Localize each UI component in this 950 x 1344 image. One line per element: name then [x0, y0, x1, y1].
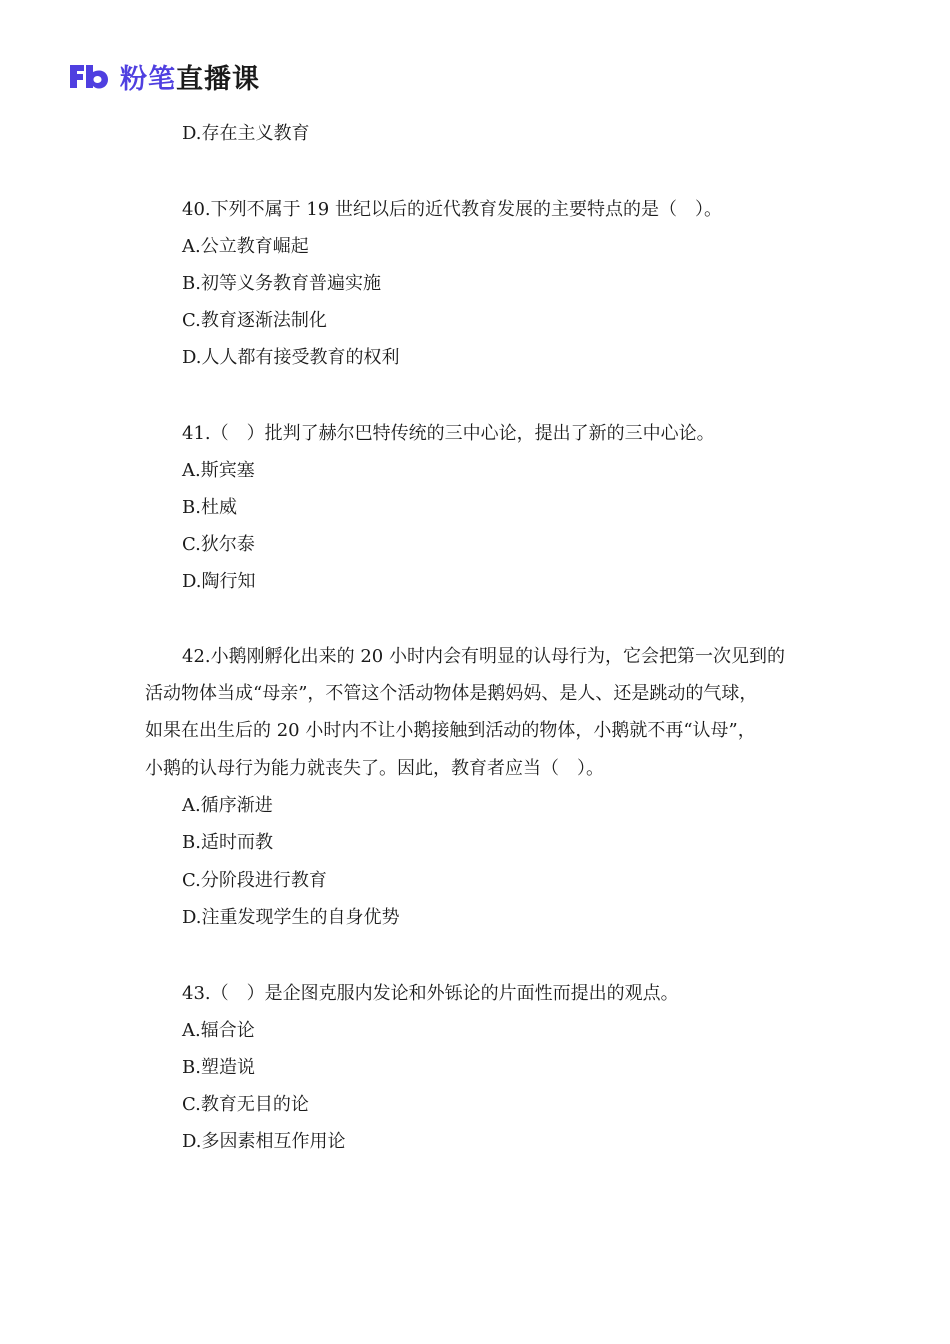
q42-option-b: B.适时而教: [182, 832, 273, 853]
q42-option-c: C.分阶段进行教育: [182, 870, 327, 891]
q42-stem-line-3: 如果在出生后的 20 小时内不让小鹅接触到活动的物体，小鹅就不再“认母”，: [145, 720, 756, 741]
q40-option-d: D.人人都有接受教育的权利: [182, 347, 400, 368]
q40-option-c: C.教育逐渐法制化: [182, 310, 327, 331]
q41-option-a: A.斯宾塞: [182, 460, 255, 481]
header-logo: [68, 58, 260, 94]
q41-option-c: C.狄尔泰: [182, 534, 255, 555]
q41-option-d: D.陶行知: [182, 571, 256, 592]
q42-option-d: D.注重发现学生的自身优势: [182, 907, 400, 928]
q40-option-a: A.公立教育崛起: [182, 236, 309, 257]
q43-option-d: D.多因素相互作用论: [182, 1131, 346, 1152]
q40-option-b: B.初等义务教育普遍实施: [182, 273, 381, 294]
q42-stem-line-1: 42.小鹅刚孵化出来的 20 小时内会有明显的认母行为，它会把第一次见到的: [182, 646, 785, 667]
logo-brand: 粉笔: [120, 63, 176, 95]
q43-option-c: C.教育无目的论: [182, 1094, 309, 1115]
q42-stem-line-2: 活动物体当成“母亲”，不管这个活动物体是鹅妈妈、是人、还是跳动的气球，: [145, 683, 758, 704]
logo-text: [120, 57, 260, 96]
q41-option-b: B.杜威: [182, 497, 237, 518]
q42-stem-line-4: 小鹅的认母行为能力就丧失了。因此，教育者应当（ ）。: [145, 758, 604, 779]
q43-stem: 43.（ ）是企图克服内发论和外铄论的片面性而提出的观点。: [182, 983, 679, 1004]
logo-suffix: 直播课: [176, 63, 260, 95]
q40-stem: 40.下列不属于 19 世纪以后的近代教育发展的主要特点的是（ ）。: [182, 199, 722, 220]
fb-logo-icon: [68, 61, 110, 91]
q41-stem: 41.（ ）批判了赫尔巴特传统的三中心论，提出了新的三中心论。: [182, 423, 715, 444]
q42-option-a: A.循序渐进: [182, 795, 273, 816]
option-d-carry: D.存在主义教育: [182, 123, 310, 144]
q43-option-b: B.塑造说: [182, 1057, 255, 1078]
q43-option-a: A.辐合论: [182, 1020, 255, 1041]
